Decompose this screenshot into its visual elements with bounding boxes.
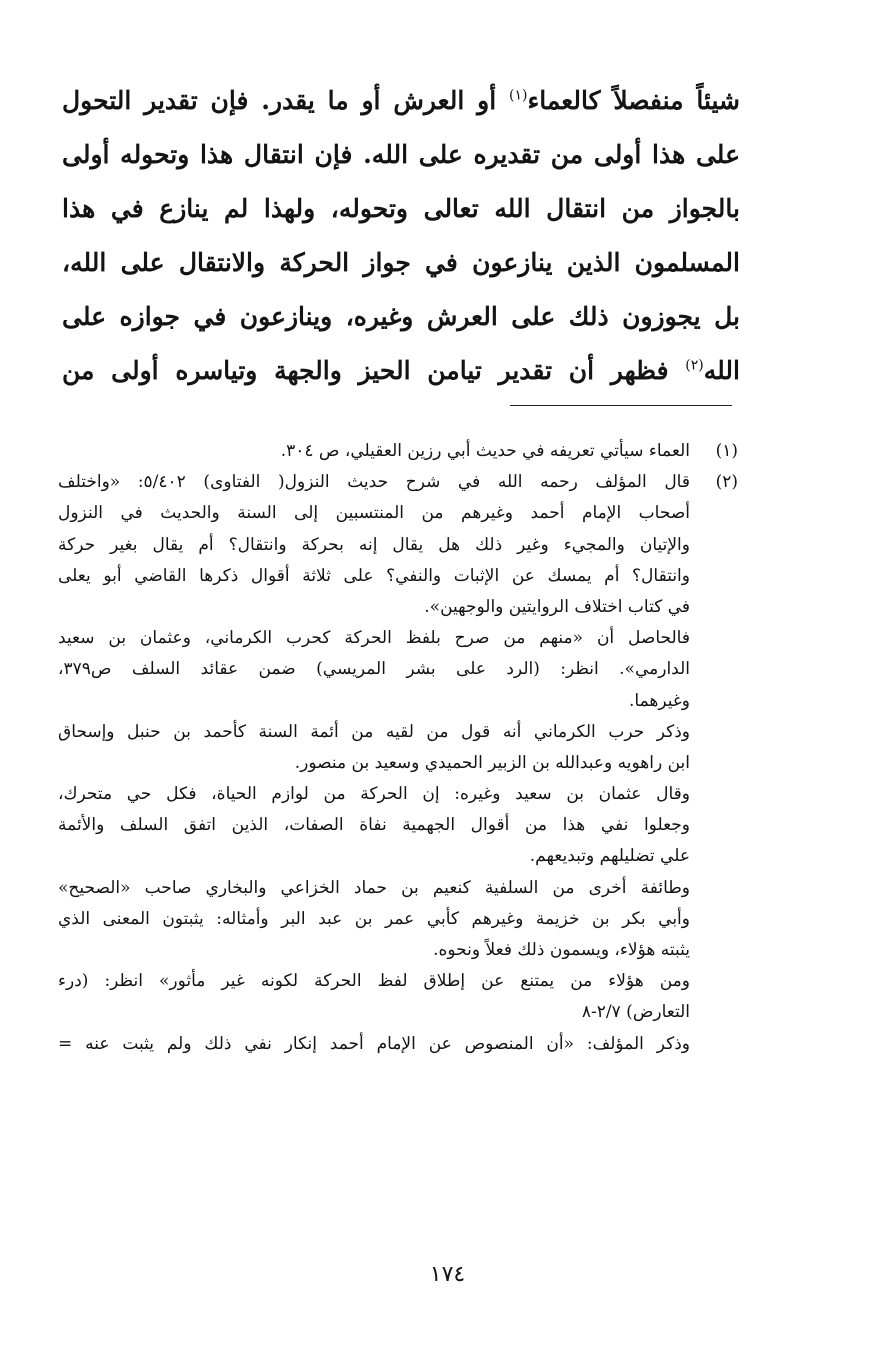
footnote-1 — [58, 436, 738, 467]
footnote-2-line: وغيرهما. — [629, 690, 690, 711]
main-line-6-part-a: الله — [703, 356, 740, 385]
footnotes-block — [58, 436, 738, 1060]
footnote-2-first-line — [58, 467, 738, 498]
footnote-2-line: وأبي بكر بن خزيمة وغيرهم كأبي عمر بن عبد البر وأمثاله: يثبتون المعنى الذي — [58, 908, 690, 929]
footnote-2-number: (٢) — [715, 472, 738, 493]
footnote-2-line: وطائفة أخرى من السلفية كنعيم بن حماد الخزاعي والبخاري صاحب «الصحيح» — [58, 877, 690, 898]
footnote-2-line: التعارض) ٢/٧-٨ — [581, 1002, 690, 1023]
main-line-3: بالجواز من انتقال الله تعالى وتحوله، ولهذا لم ينازع في هذا — [62, 194, 740, 223]
footnote-2-line: وذكر حرب الكرماني أنه قول من لقيه من أئمة السنة كأحمد بن حنبل وإسحاق — [58, 721, 690, 742]
footnote-divider — [510, 405, 732, 406]
footnote-2-line: في كتاب اختلاف الروايتين والوجهين». — [424, 596, 690, 617]
footnote-2-line: الدارمي». انظر: (الرد على بشر المريسي) ضمن عقائد السلف ص٣٧٩، — [58, 659, 690, 680]
footnote-2-line-0: قال المؤلف رحمه الله في شرح حديث النزول( الفتاوى) ٥/٤٠٢: «واختلف — [58, 472, 690, 493]
footnote-2-line: وقال عثمان بن سعيد وغيره: إن الحركة من لوازم الحياة، فكل حي متحرك، — [58, 784, 690, 805]
main-line-6-part-b: فظهر أن تقدير تيامن الحيز والجهة وتياسره أولى من — [62, 356, 686, 385]
main-text-block — [62, 74, 740, 398]
footnote-2-line: وانتقال؟ أم يمسك عن الإثبات والنفي؟ على ثلاثة أقوال ذكرها القاضي أبو يعلى — [58, 565, 690, 586]
footnote-2-line: علي تضليلهم وتبديعهم. — [529, 846, 690, 867]
main-line-2: على هذا أولى من تقديره على الله. فإن انتقال هذا وتحوله أولى — [62, 140, 740, 169]
footnote-1-text: العماء سيأتي تعريفه في حديث أبي رزين العقيلي، ص ٣٠٤. — [280, 441, 690, 461]
main-line-1-part-b: أو العرش أو ما يقدر. فإن تقدير التحول — [62, 86, 509, 115]
main-line-6 — [62, 344, 740, 398]
footnote-ref-2: (٢) — [685, 357, 704, 374]
main-line-5: بل يجوزون ذلك على العرش وغيره، وينازعون في جوازه على — [62, 302, 740, 331]
footnote-2-line: يثبته هؤلاء، ويسمون ذلك فعلاً ونحوه. — [433, 940, 690, 960]
main-line-1-part-a: شيئاً منفصلاً كالعماء — [527, 86, 740, 115]
footnote-1-number: (١) — [715, 441, 738, 461]
footnote-2-line: ومن هؤلاء من يمتنع عن إطلاق لفظ الحركة لكونه غير مأثور» انظر: (درء — [58, 971, 690, 992]
footnote-2-line: والإتيان والمجيء وغير ذلك هل يقال إنه بحركة وانتقال؟ أم يقال بغير حركة — [58, 534, 690, 555]
footnote-ref-1: (١) — [508, 87, 528, 104]
page-number: ١٧٤ — [429, 1262, 466, 1287]
footnote-2-line: وذكر المؤلف: «أن المنصوص عن الإمام أحمد إنكار نفي ذلك ولم يثبت عنه = — [58, 1033, 690, 1054]
main-line-4: المسلمون الذين ينازعون في جواز الحركة والانتقال على الله، — [62, 248, 740, 277]
footnote-2-line: ابن راهويه وعبدالله بن الزبير الحميدي وسعيد بن منصور. — [294, 752, 690, 773]
footnote-2-line: فالحاصل أن «منهم من صرح بلفظ الحركة كحرب الكرماني، وعثمان بن سعيد — [58, 628, 690, 649]
main-line-1 — [62, 74, 740, 128]
footnote-2-line: وجعلوا نفي هذا من أقوال الجهمية نفاة الصفات، الذين اتفق السلف والأئمة — [58, 815, 690, 836]
footnote-2-line: أصحاب الإمام أحمد وغيرهم من المنتسبين إلى السنة والحديث في النزول — [58, 503, 690, 524]
